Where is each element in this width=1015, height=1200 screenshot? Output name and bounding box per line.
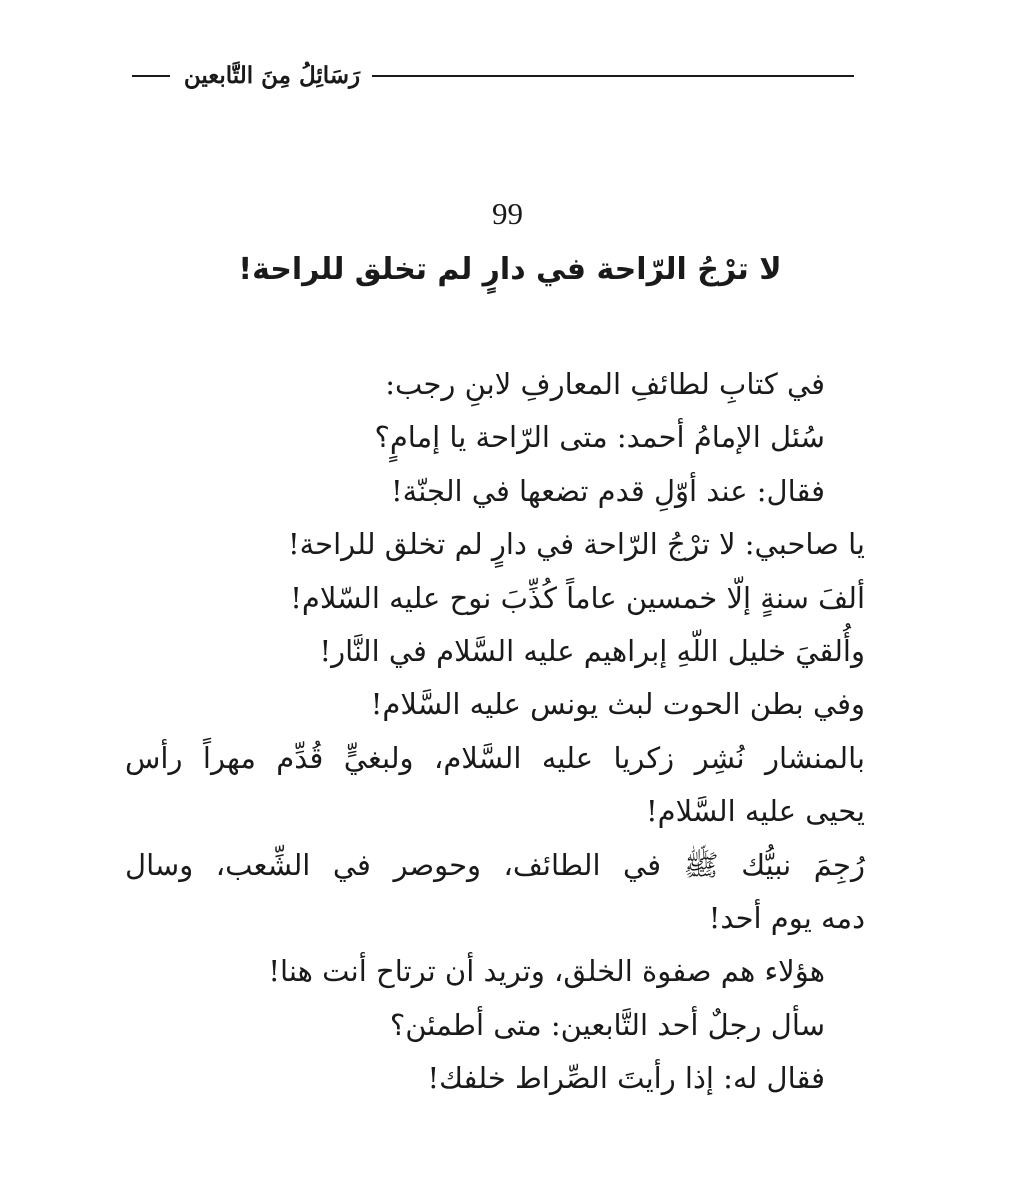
body-line: سأل رجلٌ أحد التَّابعين: متى أطمئن؟ bbox=[389, 1007, 825, 1042]
page-number: 99 bbox=[492, 196, 523, 231]
body-line: يا صاحبي: لا ترْجُ الرّاحة في دارٍ لم تخلق للراحة! bbox=[287, 527, 865, 562]
body-line: وفي بطن الحوت لبث يونس عليه السَّلام! bbox=[370, 687, 865, 722]
chapter-title: لا ترْجُ الرّاحة في دارٍ لم تخلق للراحة! bbox=[238, 252, 782, 287]
body-line: رُجِمَ نبيُّك ﷺ في الطائف، وحوصر في الشِّعب، وسال bbox=[125, 847, 865, 882]
header-rule-right bbox=[372, 75, 854, 77]
body-line: فقال له: إذا رأيتَ الصِّراط خلفك! bbox=[427, 1061, 825, 1096]
running-header-title: رَسَائِلُ مِنَ التَّابعين bbox=[183, 62, 361, 89]
body-line: يحيى عليه السَّلام! bbox=[645, 794, 865, 829]
body-line: دمه يوم أحد! bbox=[708, 901, 865, 936]
running-header bbox=[132, 58, 854, 94]
body-text bbox=[125, 358, 865, 1106]
body-line: فقال: عند أوّلِ قدم تضعها في الجنّة! bbox=[391, 473, 825, 508]
body-line: في كتابِ لطائفِ المعارفِ لابنِ رجب: bbox=[385, 367, 825, 401]
header-rule-left bbox=[132, 75, 170, 77]
body-line: سُئل الإمامُ أحمد: متى الرّاحة يا إمامٍ؟ bbox=[374, 420, 825, 455]
body-line: بالمنشار نُشِر زكريا عليه السَّلام، ولبغيٍّ قُدِّم مهراً رأس bbox=[125, 740, 865, 775]
body-line: ألفَ سنةٍ إلّا خمسين عاماً كُذِّبَ نوح عليه السّلام! bbox=[290, 580, 865, 615]
body-line: وأُلقيَ خليل اللّهِ إبراهيم عليه السَّلام في النَّار! bbox=[319, 634, 865, 669]
body-line: هؤلاء هم صفوة الخلق، وتريد أن ترتاح أنت هنا! bbox=[268, 954, 825, 989]
